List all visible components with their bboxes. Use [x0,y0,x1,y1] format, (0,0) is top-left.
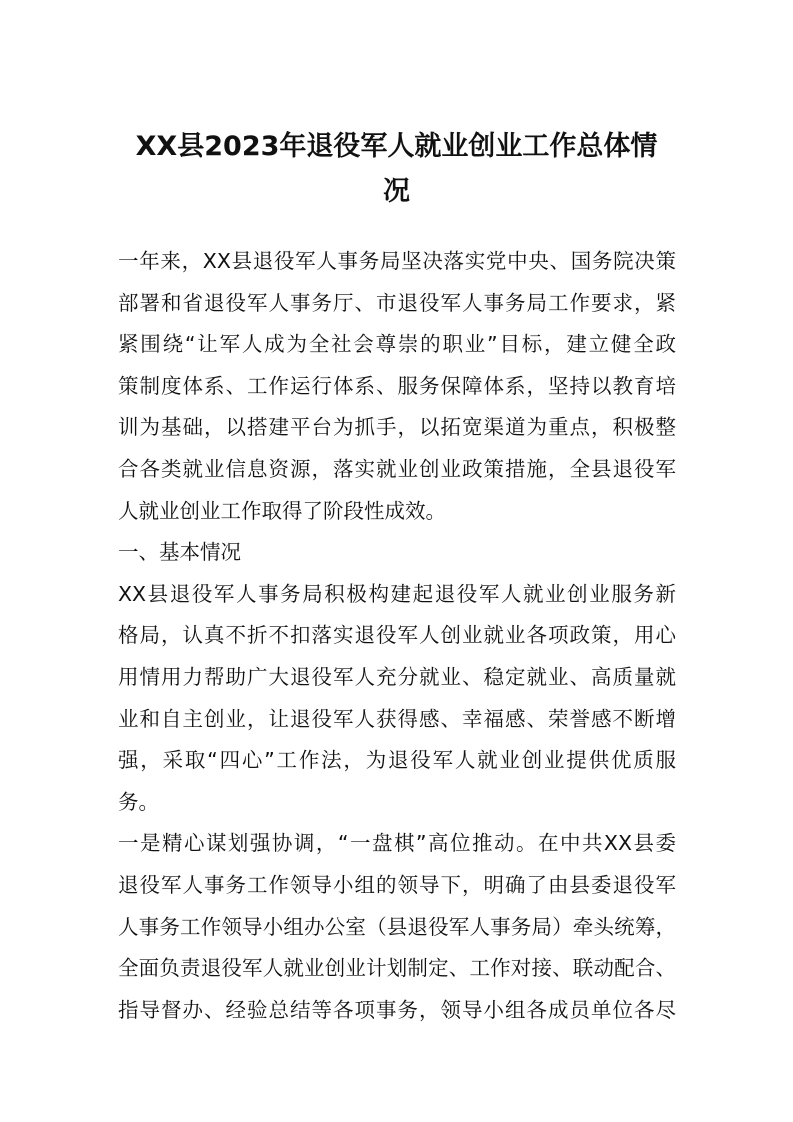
text-line: 部署和省退役军人事务厅、市退役军人事务局工作要求，紧 [118,290,676,315]
title-line: XX县2023年退役军人就业创业工作总体情 [135,131,658,162]
text-line: 退役军人事务工作领导小组的领导下，明确了由县委退役军 [118,872,676,897]
text-line: 用情用力帮助广大退役军人充分就业、稳定就业、高质量就 [118,664,676,689]
document-body [118,241,676,1031]
text-line: 人就业创业工作取得了阶段性成效。 [118,498,446,523]
text-line: 一年来，XX县退役军人事务局坚决落实党中央、国务院决策 [118,249,676,273]
text-line: 业和自主创业，让退役军人获得感、幸福感、荣誉感不断增 [118,706,676,731]
document-title [110,124,683,214]
paragraph [118,241,676,532]
text-line: 合各类就业信息资源，落实就业创业政策措施，全县退役军 [118,456,676,481]
title-line: 况 [383,176,410,207]
text-line: 务。 [118,789,159,814]
text-line: 格局，认真不折不扣落实退役军人创业就业各项政策，用心 [118,623,676,648]
text-line: 指导督办、经验总结等各项事务，领导小组各成员单位各尽 [118,997,676,1022]
text-line: 强，采取“四心”工作法，为退役军人就业创业提供优质服 [118,748,676,773]
text-line: 策制度体系、工作运行体系、服务保障体系，坚持以教育培 [118,373,676,398]
paragraph [118,574,676,824]
paragraph [118,823,676,1031]
text-line: 人事务工作领导小组办公室（县退役军人事务局）牵头统筹， [118,914,676,939]
text-line: 紧围绕“让军人成为全社会尊崇的职业”目标，建立健全政 [118,332,676,357]
text-line: 一是精心谋划强协调，“一盘棋”高位推动。在中共XX县委 [118,831,676,856]
section-heading [118,532,676,574]
text-line: 一、基本情况 [118,540,241,565]
text-line: 全面负责退役军人就业创业计划制定、工作对接、联动配合、 [118,956,676,981]
text-line: 训为基础，以搭建平台为抓手，以拓宽渠道为重点，积极整 [118,415,676,440]
text-line: XX县退役军人事务局积极构建起退役军人就业创业服务新 [118,581,676,606]
